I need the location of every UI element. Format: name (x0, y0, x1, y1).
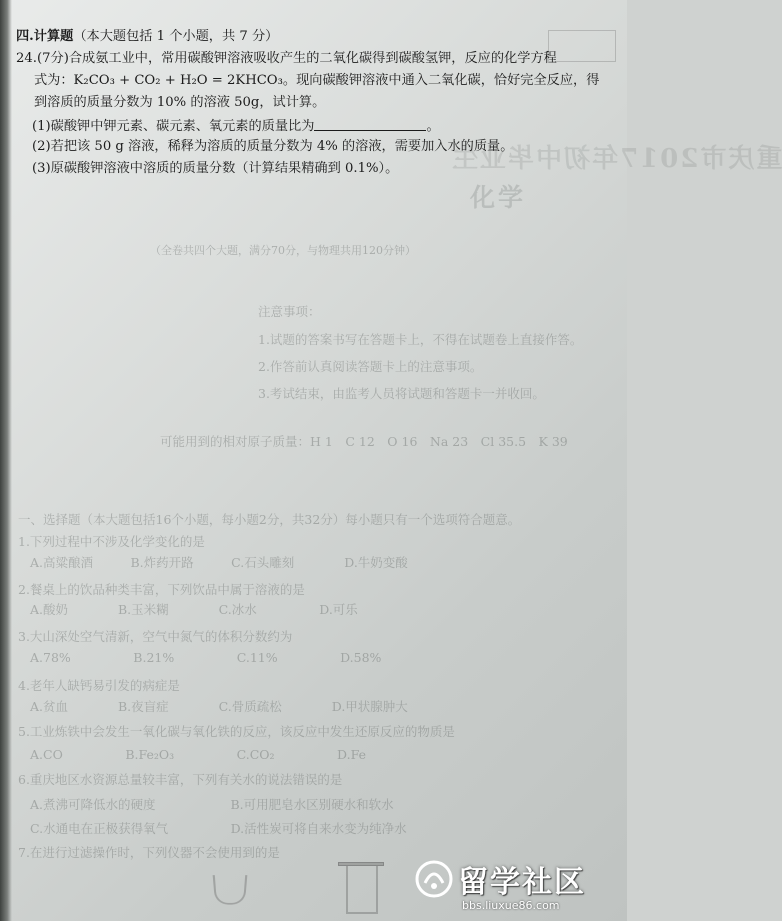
part-1-text: (1)碳酸钾中钾元素、碳元素、氧元素的质量比为 (32, 119, 315, 134)
faded-q3: 3.大山深处空气清新，空气中氮气的体积分数约为 (18, 629, 293, 644)
question-intro-line-1 (16, 52, 557, 65)
faded-beaker-drawing (346, 866, 378, 914)
section-title: 四.计算题 (16, 29, 74, 44)
faded-q4-options: A.贫血 B.夜盲症 C.骨质疏松 D.甲状腺肿大 (30, 699, 408, 714)
question-number: 24. (16, 51, 37, 66)
part-1-period: 。 (426, 119, 440, 134)
question-part-3: (3)原碳酸钾溶液中溶质的质量分数（计算结果精确到 0.1%）。 (32, 161, 399, 176)
faded-q2-options: A.酸奶 B.玉米糊 C.冰水 D.可乐 (30, 602, 358, 617)
faded-q1-options: A.高粱酿酒 B.炸药开路 C.石头雕刻 D.牛奶变酸 (30, 555, 408, 570)
faded-heading-fragment: 化学 (470, 183, 527, 212)
faded-notice-2: 2.作答前认真阅读答题卡上的注意事项。 (258, 359, 483, 374)
faded-q6: 6.重庆地区水资源总量较丰富，下列有关水的说法错误的是 (18, 772, 343, 787)
faded-mc-heading: 一、选择题（本大题包括16个小题，每小题2分，共32分）每小题只有一个选项符合题意。 (18, 512, 521, 527)
faded-subtitle: （全卷共四个大题，满分70分，与物理共用120分钟） (150, 244, 416, 257)
faded-notice-1: 1.试题的答案书写在答题卡上，不得在试题卷上直接作答。 (258, 332, 583, 347)
faded-q1: 1.下列过程中不涉及化学变化的是 (18, 534, 205, 549)
watermark-logo-icon (414, 859, 454, 899)
faded-q2: 2.餐桌上的饮品种类丰富，下列饮品中属于溶液的是 (18, 582, 305, 597)
faded-mirrored-heading: 重庆市2017年初中毕业生 (450, 144, 782, 174)
question-intro-line-2: 式为：K₂CO₃ + CO₂ + H₂O = 2KHCO₃。现向碳酸钾溶液中通入二氧化碳，恰好完全反应，得 (34, 73, 600, 88)
faded-funnel-drawing (213, 875, 248, 905)
watermark-title: 留学社区 (458, 865, 586, 900)
faded-q6-options-cd: C.水通电在正极获得氧气 D.活性炭可将自来水变为纯净水 (30, 821, 407, 836)
answer-blank[interactable] (314, 118, 426, 131)
intro-text-1: 合成氨工业中，常用碳酸钾溶液吸收产生的二氧化碳得到碳酸氢钾，反应的化学方程 (68, 51, 557, 66)
site-watermark (414, 855, 619, 917)
faded-notice-3: 3.考试结束，由监考人员将试题和答题卡一并收回。 (258, 386, 545, 401)
question-intro-line-3: 到溶质的质量分数为 10% 的溶液 50g，试计算。 (34, 95, 326, 110)
faded-notice-title: 注意事项： (258, 304, 321, 319)
faded-atomic-masses: 可能用到的相对原子质量：H 1 C 12 O 16 Na 23 Cl 35.5 K 39 (160, 434, 568, 449)
page-edge-shadow (0, 0, 12, 921)
section-heading (16, 30, 278, 43)
question-part-1 (32, 118, 440, 133)
faded-corner-box (548, 30, 616, 62)
question-part-2: (2)若把该 50 g 溶液，稀释为溶质的质量分数为 4% 的溶液，需要加入水的质量。 (32, 139, 514, 154)
faded-q6-options-ab: A.煮沸可降低水的硬度 B.可用肥皂水区别硬水和软水 (30, 797, 394, 812)
watermark-url: bbs.liuxue86.com (462, 899, 560, 912)
faded-q4: 4.老年人缺钙易引发的病症是 (18, 678, 180, 693)
question-points: (7分) (36, 51, 69, 66)
section-note: （本大题包括 1 个小题，共 7 分） (73, 29, 279, 44)
faded-q7: 7.在进行过滤操作时，下列仪器不会使用到的是 (18, 845, 280, 860)
faded-q5-options: A.CO B.Fe₂O₃ C.CO₂ D.Fe (30, 747, 366, 762)
faded-q3-options: A.78% B.21% C.11% D.58% (30, 650, 382, 665)
faded-q5: 5.工业炼铁中会发生一氧化碳与氧化铁的反应，该反应中发生还原反应的物质是 (18, 724, 455, 739)
